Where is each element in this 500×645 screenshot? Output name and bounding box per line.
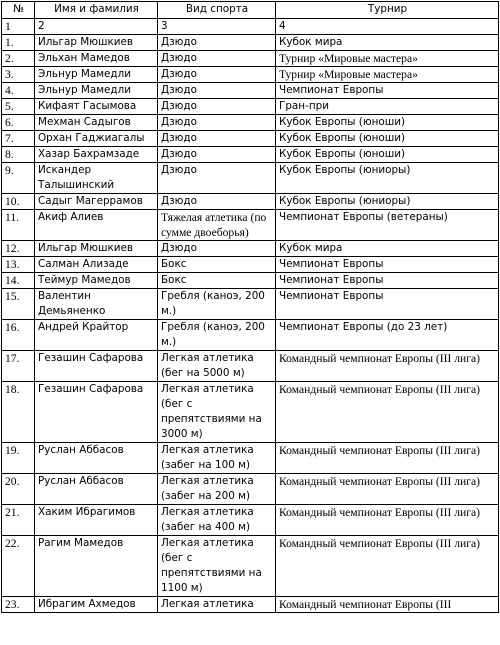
sport-name: Дзюдо <box>158 194 276 210</box>
athlete-name: Хаким Ибрагимов <box>35 505 158 536</box>
row-number: 12. <box>2 241 35 257</box>
table-row <box>2 505 499 536</box>
table-row <box>2 99 499 115</box>
row-number: 8. <box>2 147 35 163</box>
sport-name: Бокс <box>158 257 276 273</box>
row-number: 9. <box>2 163 35 194</box>
sport-name: Дзюдо <box>158 35 276 51</box>
athlete-name: Валентин Демьяненко <box>35 289 158 320</box>
tournament-name: Командный чемпионат Европы (III лига) <box>276 443 499 474</box>
sport-name: Легкая атлетика (забег на 100 м) <box>158 443 276 474</box>
sport-name: Дзюдо <box>158 131 276 147</box>
table-row <box>2 163 499 194</box>
row-number: 20. <box>2 474 35 505</box>
tournament-name: Кубок Европы (юноши) <box>276 131 499 147</box>
athlete-name: Руслан Аббасов <box>35 474 158 505</box>
athlete-name: Рагим Мамедов <box>35 536 158 597</box>
sport-name: Дзюдо <box>158 147 276 163</box>
row-number: 17. <box>2 351 35 382</box>
row-number: 11. <box>2 210 35 241</box>
sport-name: Легкая атлетика (забег на 200 м) <box>158 474 276 505</box>
header-sport: Вид спорта <box>158 2 276 19</box>
column-number: 4 <box>276 19 499 35</box>
athlete-name: Акиф Алиев <box>35 210 158 241</box>
sport-name: Дзюдо <box>158 83 276 99</box>
row-number: 23. <box>2 597 35 613</box>
header-name: Имя и фамилия <box>35 2 158 19</box>
tournament-name: Турнир «Мировые мастера» <box>276 67 499 83</box>
table-row <box>2 289 499 320</box>
sport-name: Дзюдо <box>158 115 276 131</box>
tournament-name: Гран-при <box>276 99 499 115</box>
table-row <box>2 273 499 289</box>
tournament-name: Кубок мира <box>276 241 499 257</box>
sport-name: Легкая атлетика (бег с препятствиями на 1100 м) <box>158 536 276 597</box>
tournament-name: Чемпионат Европы <box>276 289 499 320</box>
table-row <box>2 83 499 99</box>
row-number: 14. <box>2 273 35 289</box>
athlete-name: Эльнур Мамедли <box>35 83 158 99</box>
athlete-name: Гезашин Сафарова <box>35 382 158 443</box>
table-row <box>2 51 499 67</box>
athlete-name: Эльхан Мамедов <box>35 51 158 67</box>
table-row <box>2 597 499 613</box>
row-number: 15. <box>2 289 35 320</box>
header-tournament: Турнир <box>276 2 499 19</box>
athlete-name: Гезашин Сафарова <box>35 351 158 382</box>
table-row <box>2 351 499 382</box>
athlete-name: Руслан Аббасов <box>35 443 158 474</box>
row-number: 21. <box>2 505 35 536</box>
row-number: 13. <box>2 257 35 273</box>
athlete-name: Салман Ализаде <box>35 257 158 273</box>
tournament-name: Чемпионат Европы <box>276 257 499 273</box>
sport-name: Легкая атлетика (бег на 5000 м) <box>158 351 276 382</box>
sport-name: Дзюдо <box>158 241 276 257</box>
sport-name: Бокс <box>158 273 276 289</box>
athletes-table <box>1 1 499 613</box>
athlete-name: Ильгар Мюшкиев <box>35 35 158 51</box>
table-row <box>2 210 499 241</box>
athlete-name: Андрей Крайтор <box>35 320 158 351</box>
tournament-name: Кубок Европы (юниоры) <box>276 163 499 194</box>
athlete-name: Ибрагим Ахмедов <box>35 597 158 613</box>
row-number: 6. <box>2 115 35 131</box>
tournament-name: Командный чемпионат Европы (III лига) <box>276 474 499 505</box>
tournament-name: Кубок Европы (юноши) <box>276 147 499 163</box>
row-number: 18. <box>2 382 35 443</box>
table-row <box>2 443 499 474</box>
row-number: 2. <box>2 51 35 67</box>
tournament-name: Командный чемпионат Европы (III лига) <box>276 382 499 443</box>
header-row <box>2 2 499 19</box>
table-row <box>2 147 499 163</box>
tournament-name: Командный чемпионат Европы (III лига) <box>276 351 499 382</box>
tournament-name: Чемпионат Европы (до 23 лет) <box>276 320 499 351</box>
sport-name: Гребля (каноэ, 200 м.) <box>158 289 276 320</box>
tournament-name: Командный чемпионат Европы (III лига) <box>276 536 499 597</box>
athlete-name: Мехман Садыгов <box>35 115 158 131</box>
table-row <box>2 382 499 443</box>
column-number-row <box>2 19 499 35</box>
row-number: 5. <box>2 99 35 115</box>
tournament-name: Чемпионат Европы <box>276 83 499 99</box>
row-number: 1. <box>2 35 35 51</box>
table-row <box>2 241 499 257</box>
athlete-name: Ильгар Мюшкиев <box>35 241 158 257</box>
row-number: 16. <box>2 320 35 351</box>
athlete-name: Искандер Талышинский <box>35 163 158 194</box>
tournament-name: Чемпионат Европы (ветераны) <box>276 210 499 241</box>
row-number: 7. <box>2 131 35 147</box>
row-number: 4. <box>2 83 35 99</box>
table-row <box>2 115 499 131</box>
row-number: 19. <box>2 443 35 474</box>
tournament-name: Чемпионат Европы <box>276 273 499 289</box>
sport-name: Дзюдо <box>158 67 276 83</box>
athlete-name: Хазар Бахрамзаде <box>35 147 158 163</box>
athlete-name: Эльнур Мамедли <box>35 67 158 83</box>
tournament-name: Кубок Европы (юниоры) <box>276 194 499 210</box>
tournament-name: Кубок Европы (юноши) <box>276 115 499 131</box>
table-row <box>2 257 499 273</box>
table-row <box>2 67 499 83</box>
tournament-name: Командный чемпионат Европы (III <box>276 597 499 613</box>
tournament-name: Турнир «Мировые мастера» <box>276 51 499 67</box>
column-number: 3 <box>158 19 276 35</box>
athlete-name: Орхан Гаджиагалы <box>35 131 158 147</box>
tournament-name: Кубок мира <box>276 35 499 51</box>
sport-name: Гребля (каноэ, 200 м.) <box>158 320 276 351</box>
table-row <box>2 35 499 51</box>
sport-name: Дзюдо <box>158 99 276 115</box>
sport-name: Легкая атлетика (забег на 400 м) <box>158 505 276 536</box>
sport-name: Легкая атлетика (бег с препятствиями на 3000 м) <box>158 382 276 443</box>
column-number: 1 <box>2 19 35 35</box>
row-number: 22. <box>2 536 35 597</box>
table-row <box>2 536 499 597</box>
athlete-name: Кифаят Гасымова <box>35 99 158 115</box>
column-number: 2 <box>35 19 158 35</box>
sport-name: Дзюдо <box>158 51 276 67</box>
tournament-name: Командный чемпионат Европы (III лига) <box>276 505 499 536</box>
athlete-name: Теймур Мамедов <box>35 273 158 289</box>
header-number: № <box>2 2 35 19</box>
row-number: 3. <box>2 67 35 83</box>
table-row <box>2 474 499 505</box>
sport-name: Легкая атлетика <box>158 597 276 613</box>
table-row <box>2 131 499 147</box>
table-row <box>2 194 499 210</box>
athlete-name: Садыг Магеррамов <box>35 194 158 210</box>
table-row <box>2 320 499 351</box>
sport-name: Дзюдо <box>158 163 276 194</box>
row-number: 10. <box>2 194 35 210</box>
sport-name: Тяжелая атлетика (по сумме двоеборья) <box>158 210 276 241</box>
